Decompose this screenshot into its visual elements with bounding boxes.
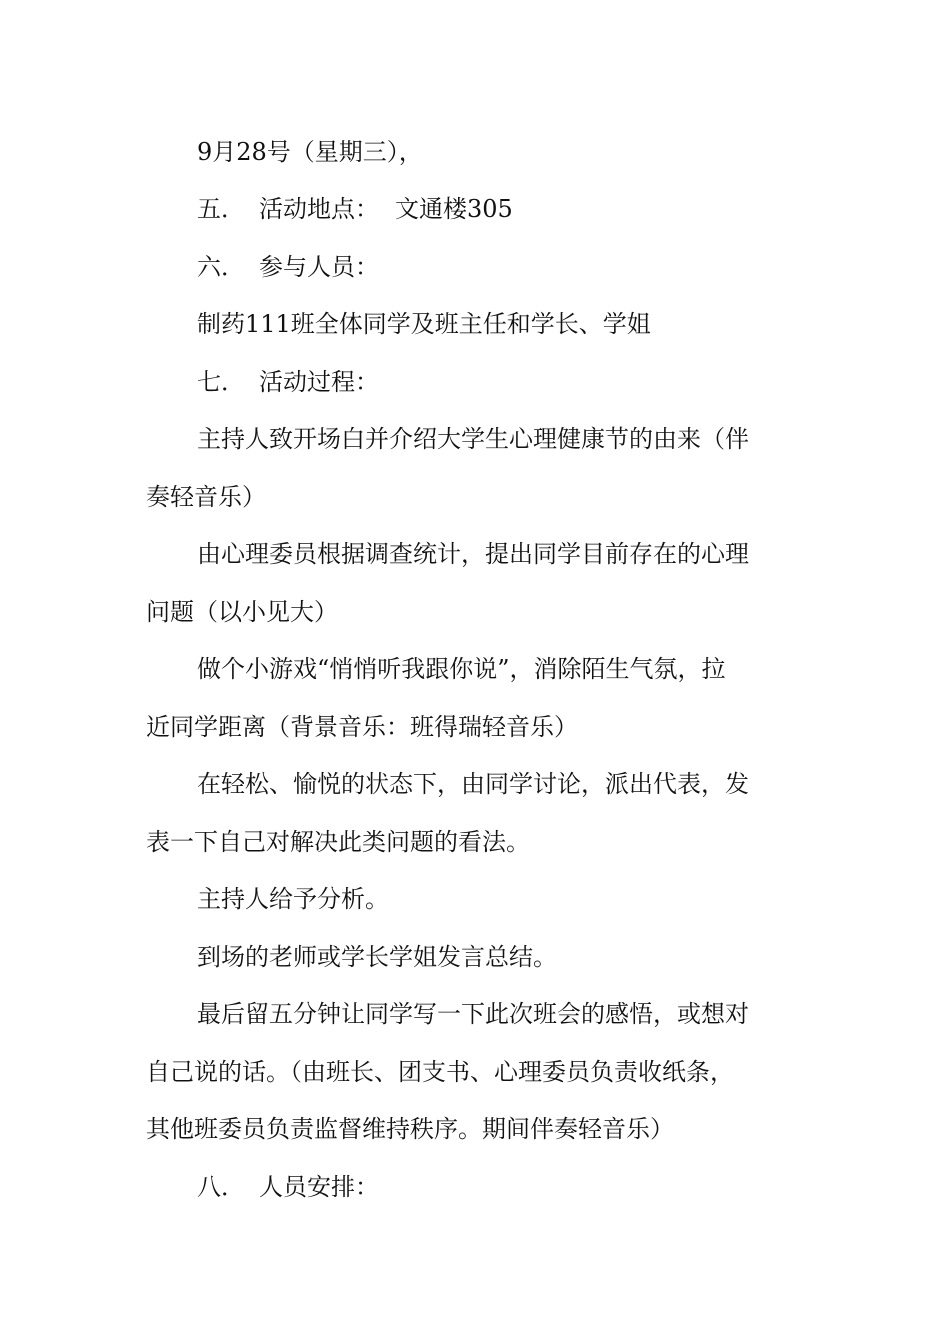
section-number: 七． xyxy=(197,368,245,396)
paragraph-line xyxy=(0,304,950,344)
location-text: 文通楼305 xyxy=(395,195,513,223)
paragraph-line: 做个小游戏“悄悄听我跟你说”，消除陌生气氛，拉 xyxy=(197,655,726,683)
section-label: 活动过程： xyxy=(259,368,379,396)
section-heading-6 xyxy=(0,247,950,287)
date-text: 9月28号（星期三）， xyxy=(197,138,423,166)
section-label: 参与人员： xyxy=(259,253,379,281)
section-number: 五． xyxy=(197,195,245,223)
participants-text: 制药111班全体同学及班主任和学长、学姐 xyxy=(197,310,651,338)
paragraph-line: 到场的老师或学长学姐发言总结。 xyxy=(197,943,557,971)
paragraph-line: 自己说的话。（由班长、团支书、心理委员负责收纸条， xyxy=(146,1058,734,1086)
paragraph-line xyxy=(0,132,950,172)
section-number: 六． xyxy=(197,253,245,281)
section-heading-8 xyxy=(0,1167,950,1207)
section-label: 活动地点： xyxy=(259,195,379,223)
section-heading-7 xyxy=(0,362,950,402)
paragraph-line: 近同学距离（背景音乐：班得瑞轻音乐） xyxy=(146,713,578,741)
section-number: 八． xyxy=(197,1173,245,1201)
section-label: 人员安排： xyxy=(259,1173,379,1201)
paragraph-line: 最后留五分钟让同学写一下此次班会的感悟，或想对 xyxy=(197,1000,749,1028)
paragraph-line: 其他班委员负责监督维持秩序。期间伴奏轻音乐） xyxy=(146,1115,674,1143)
paragraph-line: 问题（以小见大） xyxy=(146,598,338,626)
paragraph-line: 在轻松、愉悦的状态下，由同学讨论，派出代表，发 xyxy=(197,770,749,798)
paragraph-line: 主持人致开场白并介绍大学生心理健康节的由来（伴 xyxy=(197,425,749,453)
paragraph-line: 奏轻音乐） xyxy=(146,483,266,511)
paragraph-line: 由心理委员根据调查统计，提出同学目前存在的心理 xyxy=(197,540,749,568)
paragraph-line: 主持人给予分析。 xyxy=(197,885,389,913)
paragraph-line: 表一下自己对解决此类问题的看法。 xyxy=(146,828,530,856)
section-heading-5 xyxy=(0,189,950,229)
